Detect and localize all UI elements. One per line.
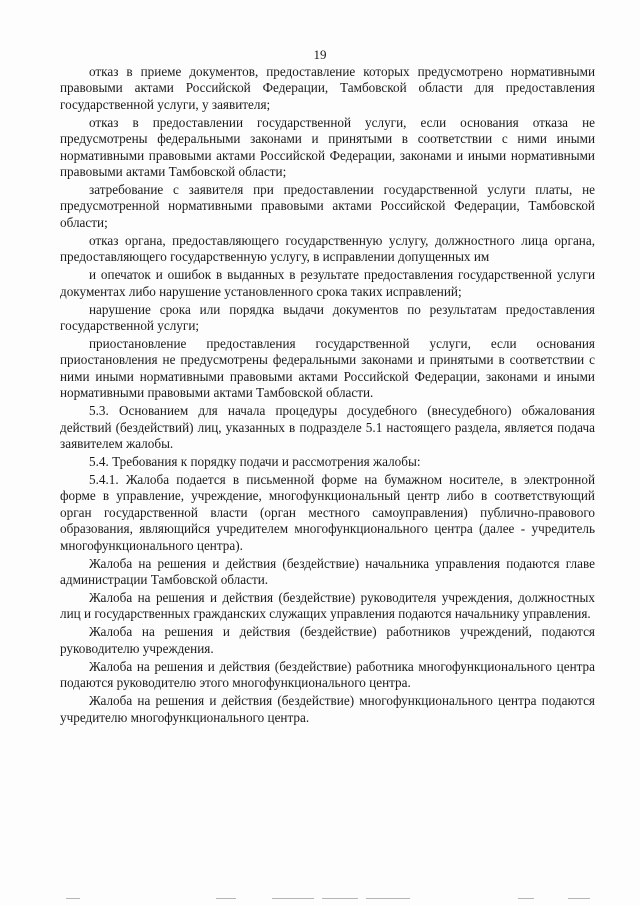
- scan-edge-marks: [60, 898, 595, 902]
- paragraph-complaint-mfc: Жалоба на решения и действия (бездействие) многофункционального центра подаются учредителю многофункционального центра.: [60, 693, 595, 725]
- paragraph-complaint-head: Жалоба на решения и действия (бездействие) начальника управления подаются главе администрации Тамбовской области.: [60, 555, 595, 587]
- paragraph-complaint-workers: Жалоба на решения и действия (бездействие) работников учреждений, подаются руководителю учреждения.: [60, 624, 595, 656]
- page-number: 19: [313, 47, 327, 62]
- paragraph-section-5-4: 5.4. Требования к порядку подачи и рассмотрения жалобы:: [89, 454, 421, 470]
- paragraph-section-5-4-1: 5.4.1. Жалоба подается в письменной форме на бумажном носителе, в электронной форме в управление, учреждение, многофункциональный центр либо в соответствующий орган государственной власти (орган местного самоуправления) публично-правового образования, являющийся учредителем многофункционального центра (далее - учредитель многофункционального центра).: [60, 471, 595, 553]
- paragraph-refusal-documents: отказ в приеме документов, предоставление которых предусмотрено нормативными правовыми актами Российской Федерации, Тамбовской области для предоставления государственной услуги, у заявителя;: [60, 64, 595, 112]
- paragraph-deadline-violation: нарушение срока или порядка выдачи документов по результатам предоставления государственной услуги;: [60, 301, 595, 334]
- paragraph-refusal-service: отказ в предоставлении государственной услуги, если основания отказа не предусмотрены федеральными законами и принятыми в соответствии с ними иными нормативными правовыми актами Российской Федерации, законами и иными нормативными правовыми актами Тамбовской области;: [60, 114, 595, 180]
- paragraph-refusal-correction: отказ органа, предоставляющего государственную услугу, должностного лица органа, предоставляющего государственную услугу, в исправлении допущенных им: [60, 232, 595, 265]
- document-body: [60, 64, 595, 727]
- paragraph-section-5-3: 5.3. Основанием для начала процедуры досудебного (внесудебного) обжалования действий (бездействий) лиц, указанных в подразделе 5.1 настоящего раздела, является подача заявителем жалобы.: [60, 403, 595, 452]
- paragraph-typos-errors: и опечаток и ошибок в выданных в результате предоставления государственной услуги документах либо нарушение установленного срока таких исправлений;: [60, 267, 595, 299]
- paragraph-complaint-mfc-worker: Жалоба на решения и действия (бездействие) работника многофункционального центра подаются руководителю этого многофункционального центра.: [60, 658, 595, 691]
- paragraph-complaint-institution-head: Жалоба на решения и действия (бездействие) руководителя учреждения, должностных лиц и государственных гражданских служащих управления подаются начальнику управления.: [60, 589, 595, 622]
- paragraph-fee-demand: затребование с заявителя при предоставлении государственной услуги платы, не предусмотренной нормативными правовыми актами Российской Федерации, Тамбовской области;: [60, 182, 595, 230]
- paragraph-suspension: приостановление предоставления государственной услуги, если основания приостановления не предусмотрены федеральными законами и принятыми в соответствии с ними иными нормативными правовыми актами Российской Федерации, законами и иными нормативными правовыми актами Тамбовской области.: [60, 336, 595, 401]
